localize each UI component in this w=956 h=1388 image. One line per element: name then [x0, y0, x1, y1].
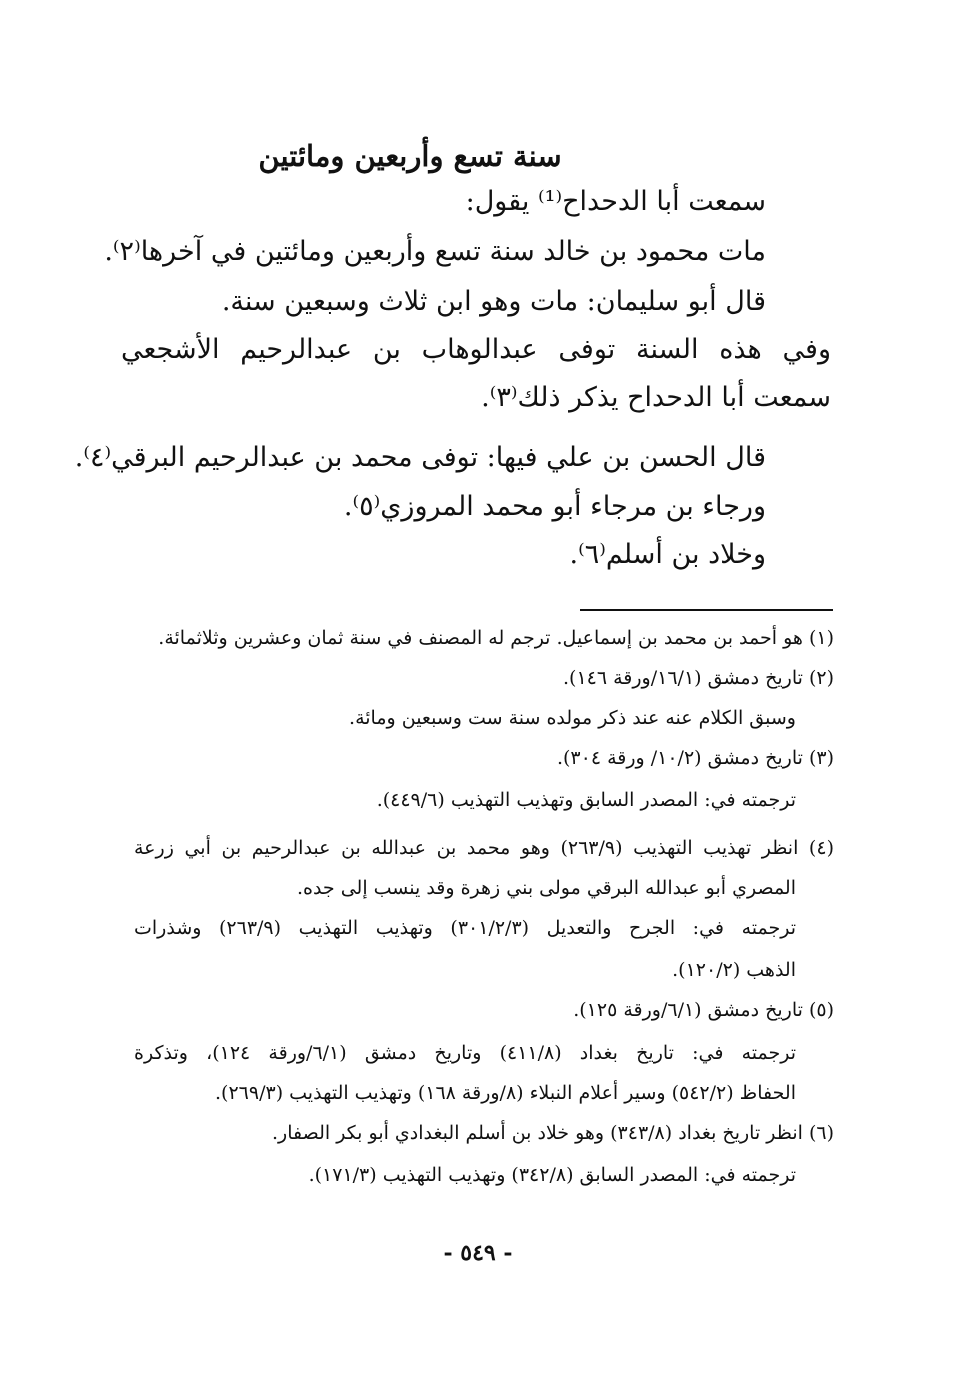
body-line: ورجاء بن مرجاء أبو محمد المروزي⁽٥⁾.: [343, 491, 766, 522]
footnote-line: (٣) تاريخ دمشق (١٠/٢/ ورقة ٣٠٤).: [556, 747, 834, 769]
body-line: قال الحسن بن علي فيها: توفى محمد بن عبدالرحيم البرقي⁽٤⁾.: [74, 442, 766, 473]
footnote-line: (٦) انظر تاريخ بغداد (٣٤٣/٨) وهو خلاد بن أسلم البغدادي أبو بكر الصفار.: [272, 1122, 834, 1144]
footnote-line: ترجمته في: تاريخ بغداد (٤١١/٨) وتاريخ دمشق (٦/١/ورقة ١٢٤)، وتذكرة: [134, 1042, 797, 1064]
footnote-line: وسبق الكلام عنه عند ذكر مولده سنة ست وسبعين ومائة.: [349, 707, 796, 729]
body-line: سمعت أبا الدحداح⁽¹⁾ يقول:: [465, 186, 766, 217]
footnote-line: ترجمته في: الجرح والتعديل (٣٠١/٢/٣) وتهذيب التهذيب (٢٦٣/٩) وشذرات: [134, 917, 796, 939]
footnote-line: الحفاظ (٥٤٢/٢) وسير أعلام النبلاء (٨/ورقة ١٦٨) وتهذيب التهذيب (٢٦٩/٣).: [215, 1082, 796, 1104]
footnote-line: ترجمته في: المصدر السابق وتهذيب التهذيب (٤٤٩/٦).: [376, 789, 796, 811]
footnote-line: (٥) تاريخ دمشق (٦/١/ورقة ١٢٥).: [573, 999, 834, 1021]
body-line: وفي هذه السنة توفى عبدالوهاب بن عبدالرحيم الأشجعي: [121, 334, 831, 365]
section-title: سنة تسع وأربعين ومائتين: [258, 139, 562, 173]
body-line: سمعت أبا الدحداح يذكر ذلك⁽٣⁾.: [481, 382, 831, 413]
footnote-line: المصري أبو عبدالله البرقي مولى بني زهرة وقد ينسب إلى جده.: [296, 877, 796, 899]
footnote-line: (٢) تاريخ دمشق (١٦/١/ورقة ١٤٦).: [563, 667, 834, 689]
body-line: وخلاد بن أسلم⁽٦⁾.: [569, 539, 766, 570]
page-number: - ٥٤٩ -: [443, 1240, 513, 1266]
footnote-line: (٤) انظر تهذيب التهذيب (٢٦٣/٩) وهو محمد بن عبدالله بن عبدالرحيم بن أبي زرعة: [134, 837, 834, 859]
footnote-line: ترجمته في: المصدر السابق (٣٤٢/٨) وتهذيب التهذيب (١٧١/٣).: [308, 1164, 796, 1186]
footnote-separator: [580, 609, 833, 611]
footnote-line: (١) هو أحمد بن محمد بن إسماعيل. ترجم له المصنف في سنة ثمان وعشرين وثلاثمائة.: [158, 627, 834, 649]
body-line: قال أبو سليمان: مات وهو ابن ثلاث وسبعين سنة.: [221, 286, 766, 317]
footnote-line: الذهب (١٢٠/٢).: [672, 959, 796, 981]
body-line: مات محمود بن خالد سنة تسع وأربعين ومائتين في آخرها⁽٢⁾.: [104, 236, 766, 267]
